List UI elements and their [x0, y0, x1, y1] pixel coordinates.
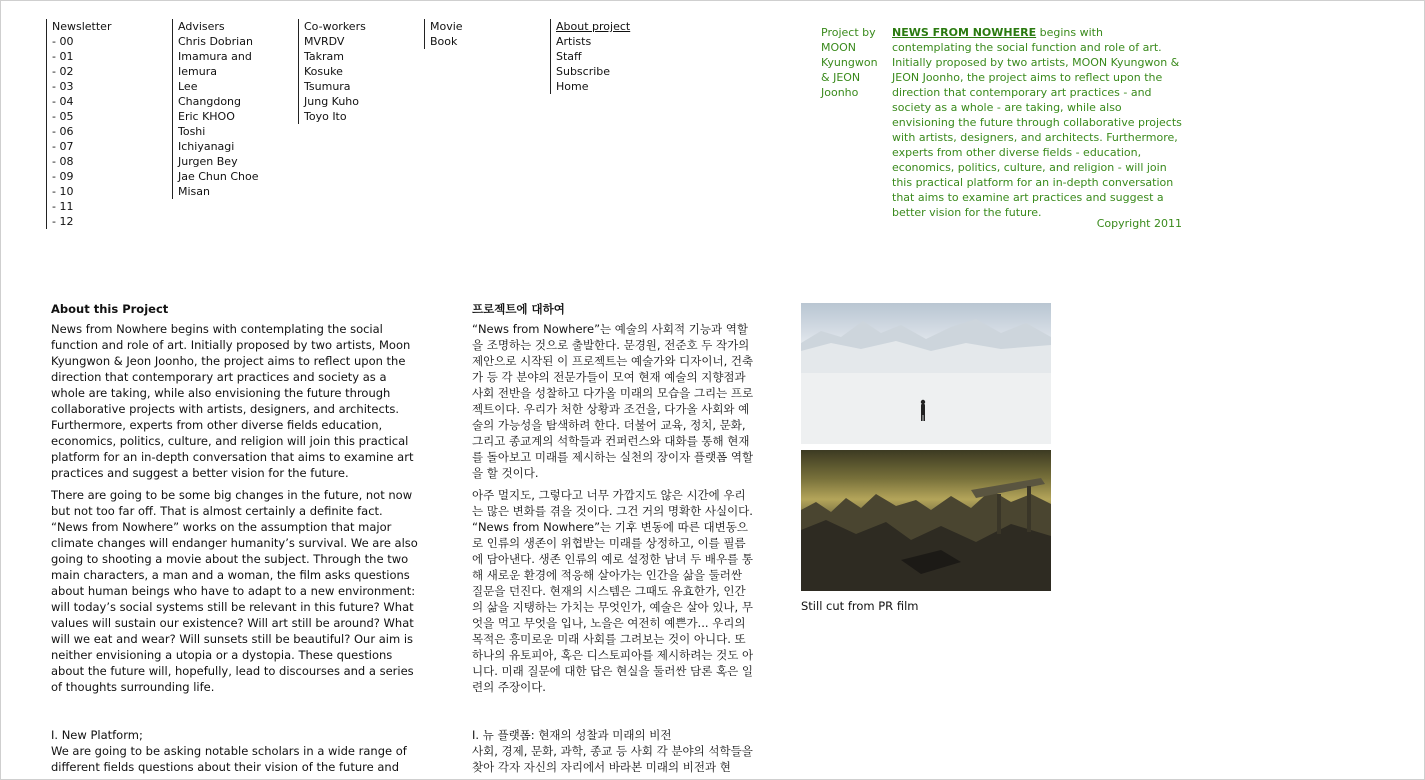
media-nav-link-1[interactable]: Book	[430, 35, 458, 48]
about-nav-link-0[interactable]: About project	[556, 20, 631, 33]
copyright: Copyright 2011	[1096, 217, 1182, 230]
adviser-link-7[interactable]: Ichiyanagi	[178, 140, 235, 153]
newsletter-issue-link-1[interactable]: - 01	[52, 50, 74, 63]
korean-article	[472, 301, 754, 775]
about-nav-link-2[interactable]: Staff	[556, 50, 582, 63]
media-nav-link-0[interactable]: Movie	[430, 20, 463, 33]
newsletter-issue-link-12[interactable]: - 12	[52, 215, 74, 228]
korean-paragraph-1: “News from Nowhere”는 예술의 사회적 기능과 역할을 조명하는 것으로 출발한다. 문경원, 전준호 두 작가의 제안으로 시작된 이 프로젝트는 예술가와 디자이너, 건축가 등 각 분야의 전문가들이 모여 현재 예술의 지향점과 사회 전반을 성찰하고 다가올 미래의 모습을 그리는 프로젝트이다. 우리가 처한 상황과 조건을, 다가올 사회와 예술의 가능성을 탐색하려 한다. 더불어 교육, 정치, 문화, 그리고 종교계의 석학들과 컨퍼런스와 대화를 통해 현재를 돌아보고 미래를 제시하는 실천의 장이자 플랫폼 역할을 할 것이다.	[472, 322, 754, 480]
snowfield-illustration	[801, 303, 1051, 444]
nav-newsletter	[46, 19, 162, 229]
korean-section	[472, 727, 754, 775]
adviser-link-10[interactable]: Misan	[178, 185, 210, 198]
adviser-link-9[interactable]: Jae Chun Choe	[178, 170, 259, 183]
adviser-link-2[interactable]: Iemura	[178, 65, 217, 78]
nav-coworkers	[298, 19, 414, 124]
english-section-text: We are going to be asking notable scholars in a wide range of different fields questions about their vision of the future and	[51, 744, 407, 774]
coworker-link-2[interactable]: Kosuke	[304, 65, 343, 78]
english-paragraph-2: There are going to be some big changes in the future, not now but not too far off. That is almost certainly a definite fact. “News from Nowhere” works on the assumption that major climate changes will endanger humanity’s survival. We are also going to shooting a movie about the subject. Through the two main characters, a man and a woman, the film asks questions about human beings who have to adapt to a new environment: will today’s social systems still be relevant in this future? What values will sustain our existence? Will art still be around? What will we eat and wear? Will sunsets still be beautiful? Our aim is neither envisioning a utopia or a dystopia. These questions about the future will, hopefully, lead to discourses and a series of thoughts surrounding life.	[51, 488, 418, 694]
newsletter-issue-link-4[interactable]: - 04	[52, 95, 74, 108]
newsletter-issue-link-9[interactable]: - 09	[52, 170, 74, 183]
adviser-link-3[interactable]: Lee	[178, 80, 198, 93]
about-nav-link-4[interactable]: Home	[556, 80, 589, 93]
project-by	[821, 25, 881, 100]
adviser-link-5[interactable]: Eric KHOO	[178, 110, 235, 123]
project-by-line: Kyungwon	[821, 56, 878, 69]
korean-heading: 프로젝트에 대하여	[472, 302, 565, 316]
about-nav-link-3[interactable]: Subscribe	[556, 65, 611, 78]
intro-text	[892, 25, 1182, 220]
project-by-line: Project by	[821, 26, 876, 39]
adviser-link-1[interactable]: Imamura and	[178, 50, 252, 63]
nav-newsletter-title: Newsletter	[52, 20, 112, 33]
english-paragraph-1: News from Nowhere begins with contemplating the social function and role of art. Initially proposed by two artists, Moon Kyungwon & Jeon Joonho, the project aims to reflect upon the direction that contemporary art practices and society as a whole are taking, while also envisioning the future through collaborative projects with artists, designers, and architects. Furthermore, experts from other diverse fields education, economics, politics, culture, and religion will join this practical platform for an in-depth conversation that aims to examine art practices and suggest a better vision for the future.	[51, 322, 414, 480]
newsletter-issue-link-6[interactable]: - 06	[52, 125, 74, 138]
coworker-link-5[interactable]: Toyo Ito	[304, 110, 347, 123]
english-heading: About this Project	[51, 302, 169, 316]
about-nav-link-1[interactable]: Artists	[556, 35, 592, 48]
coworker-link-1[interactable]: Takram	[304, 50, 344, 63]
korean-section-text: 사회, 경제, 문화, 과학, 종교 등 사회 각 분야의 석학들을 찾아 각자 자신의 자리에서 바라본 미래의 비전과 현	[472, 744, 753, 774]
project-by-line: Joonho	[821, 86, 859, 99]
nav-about	[550, 19, 666, 94]
adviser-link-4[interactable]: Changdong	[178, 95, 242, 108]
project-by-line: & JEON	[821, 71, 861, 84]
adviser-link-8[interactable]: Jurgen Bey	[178, 155, 238, 168]
english-section	[51, 727, 423, 775]
coworker-link-0[interactable]: MVRDV	[304, 35, 345, 48]
english-section-title: I. New Platform;	[51, 728, 143, 742]
newsletter-issue-link-10[interactable]: - 10	[52, 185, 74, 198]
coworker-link-4[interactable]: Jung Kuho	[304, 95, 360, 108]
newsletter-issue-link-2[interactable]: - 02	[52, 65, 74, 78]
newsletter-issue-link-5[interactable]: - 05	[52, 110, 74, 123]
newsletter-issue-link-8[interactable]: - 08	[52, 155, 74, 168]
english-article	[51, 301, 423, 775]
newsletter-issue-link-7[interactable]: - 07	[52, 140, 74, 153]
project-by-line: MOON	[821, 41, 857, 54]
still-image-snowfield	[801, 303, 1051, 444]
nav-advisers-title: Advisers	[178, 20, 225, 33]
still-image-ruins	[801, 450, 1051, 591]
korean-section-title: I. 뉴 플랫폼: 현재의 성찰과 미래의 비전	[472, 728, 672, 742]
nav-advisers	[172, 19, 288, 199]
korean-paragraph-2: 아주 멀지도, 그렇다고 너무 가깝지도 않은 시간에 우리는 많은 변화를 겪을 것이다. 그건 거의 명확한 사실이다. “News from Nowhere”는 기후 변동에 따른 대변동으로 인류의 생존이 위협받는 미래를 상정하고, 이를 필름에 담아낸다. 생존 인류의 예로 설정한 남녀 두 배우를 통해 새로운 환경에 적응해 살아가는 인간을 삶을 둘러싼 질문을 던진다. 현재의 시스템은 그때도 유효한가, 인간의 삶을 지탱하는 가치는 무엇인가, 예술은 살아 있나, 무엇을 먹고 무엇을 입나, 노을은 여전히 예쁜가... 우리의 목적은 흥미로운 미래 사회를 그려보는 것이 아니다. 또 하나의 유토피아, 혹은 디스토피아를 제시하려는 것도 아니다. 미래 질문에 대한 답은 현실을 둘러싼 담론 혹은 일련의 주장이다.	[472, 488, 754, 694]
adviser-link-6[interactable]: Toshi	[178, 125, 206, 138]
newsletter-issue-link-0[interactable]: - 00	[52, 35, 74, 48]
newsletter-issue-link-3[interactable]: - 03	[52, 80, 74, 93]
ruins-illustration	[801, 450, 1051, 591]
adviser-link-0[interactable]: Chris Dobrian	[178, 35, 253, 48]
newsletter-issue-link-11[interactable]: - 11	[52, 200, 74, 213]
media-caption: Still cut from PR film	[801, 599, 919, 613]
media-column	[801, 303, 1051, 613]
coworker-link-3[interactable]: Tsumura	[304, 80, 351, 93]
intro-title-link[interactable]: NEWS FROM NOWHERE	[892, 26, 1037, 39]
nav-coworkers-title: Co-workers	[304, 20, 366, 33]
nav-media	[424, 19, 540, 49]
intro-body: begins with contemplating the social function and role of art. Initially proposed by two artists, MOON Kyungwon & JEON Joonho, the project aims to reflect upon the direction that contemporary art practices - and society as a whole - are taking, while also envisioning the future through collaborative projects with artists, designers, and architects. Furthermore, experts from other diverse fields - education, economics, politics, culture, and religion - will join this practical platform for an in-depth conversation that aims to examine art practices and suggest a better vision for the future.	[892, 26, 1182, 219]
